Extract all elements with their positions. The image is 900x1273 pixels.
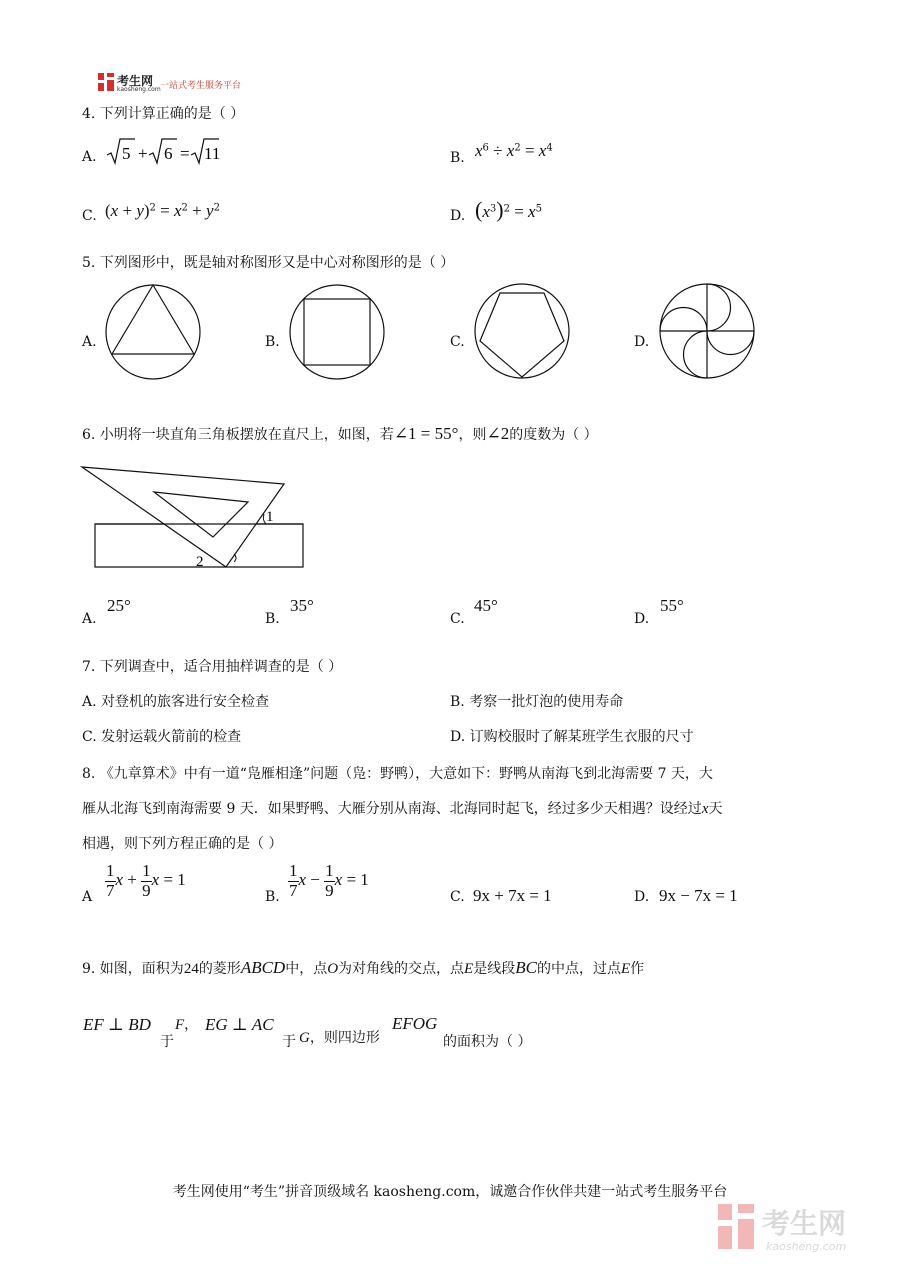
q6-option-b-label: B. <box>265 611 280 627</box>
q6-figure-ruler-triangle <box>78 462 310 574</box>
q8-option-b-formula: $\frac{1}{7}$ x − $\frac{1}{9}$ x = 1 <box>289 861 369 900</box>
q6-option-a-value: 25° <box>107 596 131 615</box>
q8-line1: 8. 《九章算术》中有一道“凫雁相逢”问题（凫：野鸭），大意如下：野鸭从南海飞到北海需要 7 天，大 <box>82 766 713 782</box>
q6-option-a-label: A. <box>82 611 97 627</box>
q9-text-5: 是线段 <box>473 961 516 977</box>
q6-option-d-value: 55° <box>660 596 684 615</box>
q5-fig-b-circle-square <box>287 282 387 382</box>
q9-text-1: 9. 如图，面积为 <box>82 961 184 977</box>
q9-eg-perp-ac: EG ⊥ AC <box>205 1015 274 1034</box>
q7-option-a: A. 对登机的旅客进行安全检查 <box>82 694 270 710</box>
q9-point-g-wrap <box>299 1027 380 1047</box>
q6-stem <box>82 424 598 444</box>
q8-line2 <box>82 798 722 818</box>
svg-text:6: 6 <box>164 144 173 163</box>
logo-name: 考生网 <box>117 74 154 88</box>
svg-text:5: 5 <box>122 144 131 163</box>
q6-option-d-label: D. <box>634 611 650 627</box>
footer-text: 考生网使用“考生”拼音顶级域名 kaosheng.com，诚邀合作伙伴共建一站式考生服务平台 <box>172 1184 728 1200</box>
q9-text-7: 作 <box>630 961 645 977</box>
q6-stem-mid: ，则 <box>458 427 487 443</box>
q9-text-9: 的面积为（ ） <box>443 1034 532 1050</box>
q4-option-d-label: D. <box>450 208 466 224</box>
q6-stem-post: 的度数为（ ） <box>509 427 598 443</box>
q9-eg-wrap <box>205 1015 274 1035</box>
svg-text:=: = <box>180 144 190 163</box>
q8-line2-post: 天 <box>708 801 723 817</box>
q5-fig-c-circle-pentagon <box>472 281 572 381</box>
q5-fig-d-circle-pinwheel <box>656 281 758 381</box>
q8-option-d-equation: 9x − 7x = 1 <box>659 886 738 905</box>
q8-option-a-label: A <box>82 889 93 905</box>
q9-point-g: G <box>299 1030 310 1046</box>
q9-text-6: 的中点，过点 <box>536 961 621 977</box>
q5-option-a-label: A. <box>82 334 97 350</box>
q8-option-b-label: B. <box>265 889 280 905</box>
q9-comma: ， <box>184 1017 199 1033</box>
q6-fig-label-1: 1 <box>266 509 274 525</box>
q9-text-4: 为对角线的交点，点 <box>338 961 465 977</box>
q7-option-c: C. 发射运载火箭前的检查 <box>82 729 242 745</box>
q9-line2 <box>83 1015 151 1035</box>
q9-ef-perp-bd: EF ⊥ BD <box>83 1015 151 1034</box>
q9-point-e: E <box>464 961 474 977</box>
q7-option-d: D. 订购校服时了解某班学生衣服的尺寸 <box>450 729 694 745</box>
watermark-domain: kaosheng.com <box>766 1240 847 1253</box>
q4-option-c-formula: $(x + y)^2 = x^2 + y^2$ <box>105 201 220 220</box>
svg-text:11: 11 <box>204 144 220 163</box>
q9-yu-2: 于 <box>282 1034 296 1050</box>
q8-option-d-label: D. <box>634 889 650 905</box>
q9-text-3: 中，点 <box>285 961 328 977</box>
q4-option-a-formula <box>105 135 220 171</box>
q4-option-b-label: B. <box>450 150 465 166</box>
q6-option-c-value: 45° <box>474 596 498 615</box>
q7-option-b: B. 考察一批灯泡的使用寿命 <box>450 694 624 710</box>
q8-line2-var: x <box>701 801 709 817</box>
q4-option-d-formula: $(x^3)^2 = x^5$ <box>475 197 542 222</box>
q9-efog-wrap <box>392 1014 437 1034</box>
watermark-logo <box>718 1200 878 1260</box>
q4-stem: 4. 下列计算正确的是（ ） <box>82 106 245 122</box>
q4-option-c-label: C. <box>82 208 97 224</box>
q9-rhombus-name: ABCD <box>240 958 286 977</box>
q9-text-2: 的菱形 <box>198 961 241 977</box>
q9-area-value: 24 <box>183 961 199 977</box>
logo-slogan: 一站式考生服务平台 <box>160 81 242 91</box>
logo-domain: kaosheng.com <box>117 86 161 93</box>
q6-angle2: ∠2 <box>486 424 510 443</box>
q9-point-f: F <box>175 1017 185 1033</box>
q6-stem-pre: 6. 小明将一块直角三角板摆放在直尺上，如图，若 <box>82 427 394 443</box>
q8-line2-pre: 雁从北海飞到南海需要 9 天．如果野鸭、大雁分别从南海、北海同时起飞，经过多少天相遇？设经过 <box>82 801 702 817</box>
q9-segment-bc: BC <box>515 958 537 977</box>
q4-option-a-math <box>105 135 220 167</box>
q4-option-a-label: A. <box>82 149 97 165</box>
q6-angle1: ∠1 = 55° <box>393 424 459 443</box>
q5-option-c-label: C. <box>450 334 465 350</box>
q8-option-c-equation: 9x + 7x = 1 <box>473 886 552 905</box>
q9-point-f-wrap <box>175 1014 198 1034</box>
q6-fig-label-2: 2 <box>196 554 204 570</box>
q4-option-b-formula: $x^6 \div x^2 = x^4$ <box>475 141 553 160</box>
q9-text-8: ，则四边形 <box>309 1030 380 1046</box>
q9-yu-1: 于 <box>160 1034 174 1050</box>
q9-quad-efog: EFOG <box>392 1014 438 1033</box>
q8-option-a-formula: $\frac{1}{7}$ x + $\frac{1}{9}$ x = 1 <box>106 861 186 900</box>
watermark-name: 考生网 <box>762 1207 847 1240</box>
q9-point-o: O <box>327 961 339 977</box>
q8-line3: 相遇，则下列方程正确的是（ ） <box>82 836 283 852</box>
q9-point-e-2: E <box>620 961 631 977</box>
q6-option-c-label: C. <box>450 611 465 627</box>
svg-text:+: + <box>138 144 148 163</box>
q5-option-b-label: B. <box>265 334 280 350</box>
q5-option-d-label: D. <box>634 334 650 350</box>
q6-option-b-value: 35° <box>290 596 314 615</box>
q5-stem: 5. 下列图形中，既是轴对称图形又是中心对称图形的是（ ） <box>82 255 455 271</box>
q8-option-c-label: C. <box>450 889 465 905</box>
q7-stem: 7. 下列调查中，适合用抽样调查的是（ ） <box>82 659 343 675</box>
q5-fig-a-circle-triangle <box>100 282 206 382</box>
logo-icon <box>97 72 115 92</box>
q9-line1 <box>82 958 644 978</box>
